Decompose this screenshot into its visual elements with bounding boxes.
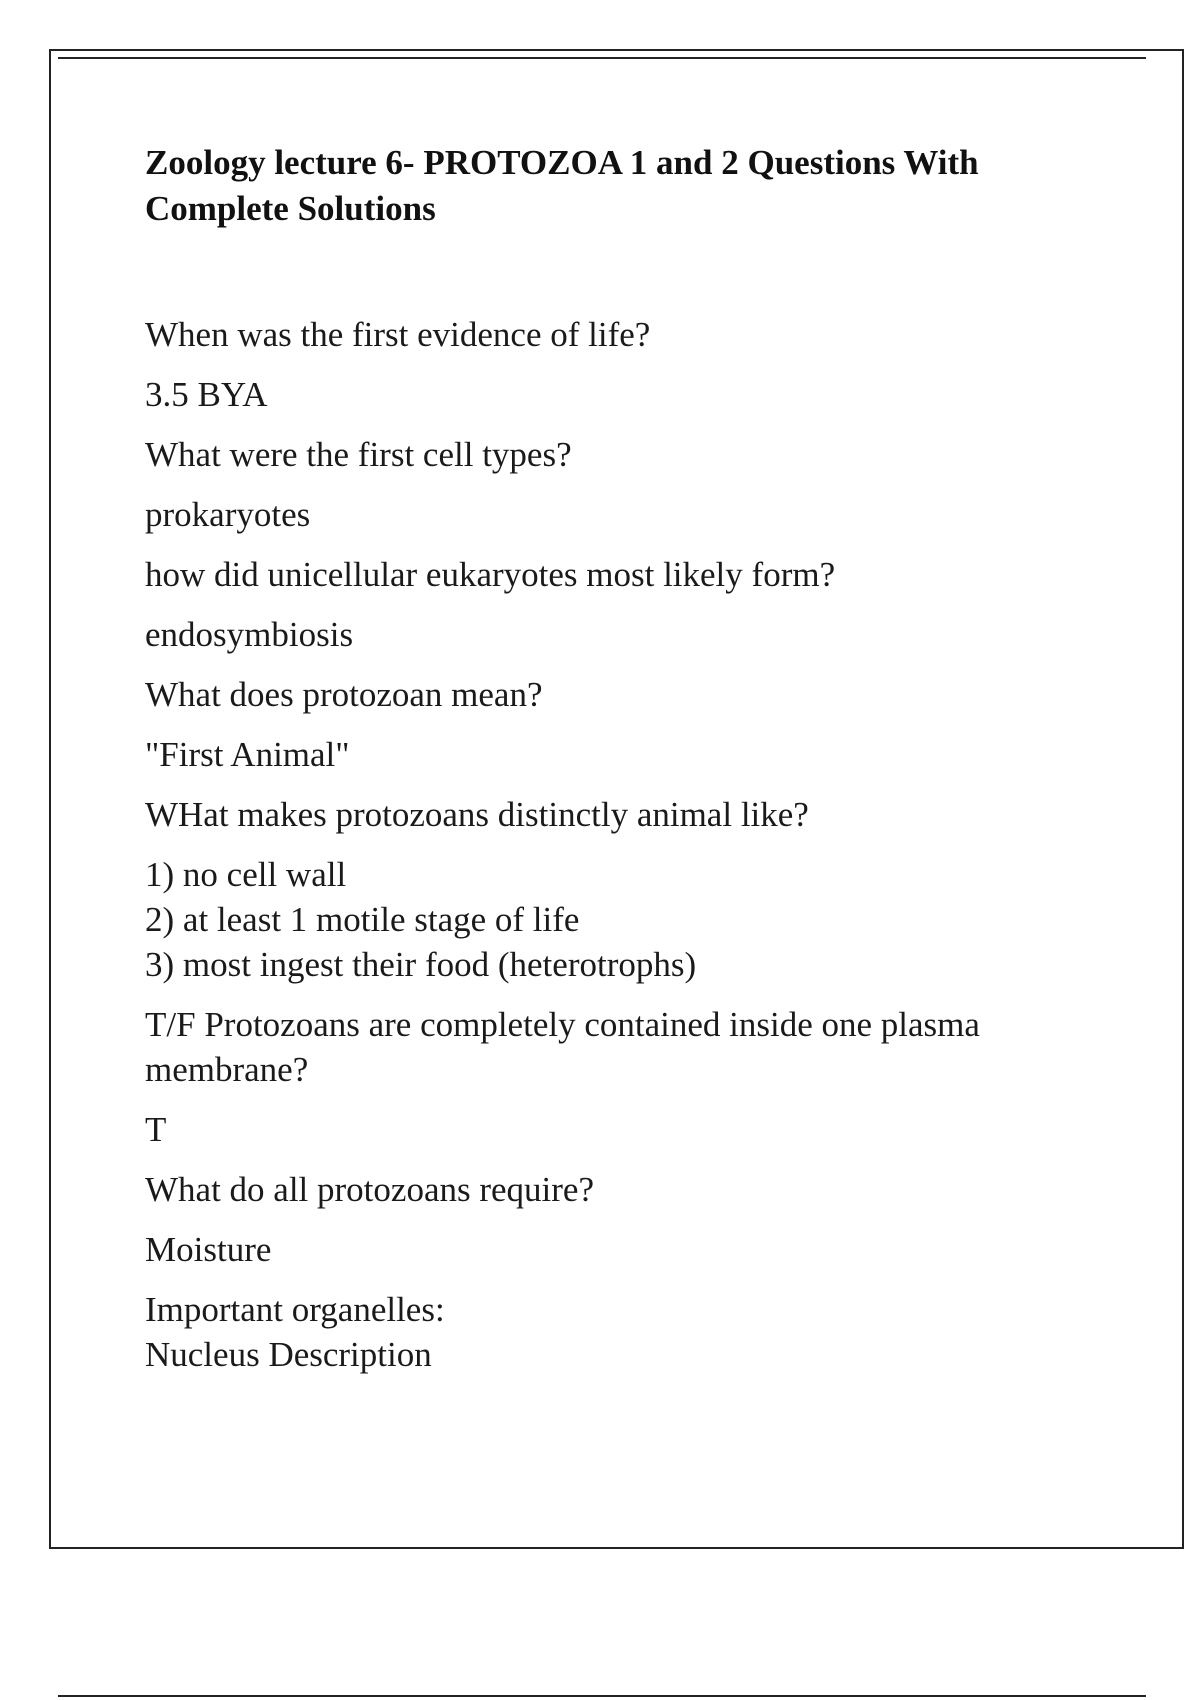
- document-title: Zoology lecture 6- PROTOZOA 1 and 2 Questions With Complete Solutions: [145, 143, 979, 228]
- answer-7: Moisture: [145, 1230, 272, 1269]
- answer-3: endosymbiosis: [145, 615, 354, 654]
- document-body: [145, 140, 1075, 1392]
- answer-4: "First Animal": [145, 735, 350, 774]
- bottom-rule: [58, 1695, 1146, 1697]
- top-rule: [58, 57, 1146, 59]
- answer-5: 1) no cell wall 2) at least 1 motile stage of life 3) most ingest their food (heterotrophs): [145, 855, 697, 984]
- question-7: What do all protozoans require?: [145, 1170, 594, 1209]
- question-3: how did unicellular eukaryotes most likely form?: [145, 555, 836, 594]
- question-6: T/F Protozoans are completely contained inside one plasma membrane?: [145, 1005, 980, 1089]
- question-4: What does protozoan mean?: [145, 675, 543, 714]
- question-2: What were the first cell types?: [145, 435, 572, 474]
- answer-2: prokaryotes: [145, 495, 311, 534]
- answer-1: 3.5 BYA: [145, 375, 268, 414]
- question-8: Important organelles: Nucleus Description: [145, 1290, 445, 1374]
- answer-6: T: [145, 1110, 167, 1149]
- question-1: When was the first evidence of life?: [145, 315, 651, 354]
- question-5: WHat makes protozoans distinctly animal like?: [145, 795, 809, 834]
